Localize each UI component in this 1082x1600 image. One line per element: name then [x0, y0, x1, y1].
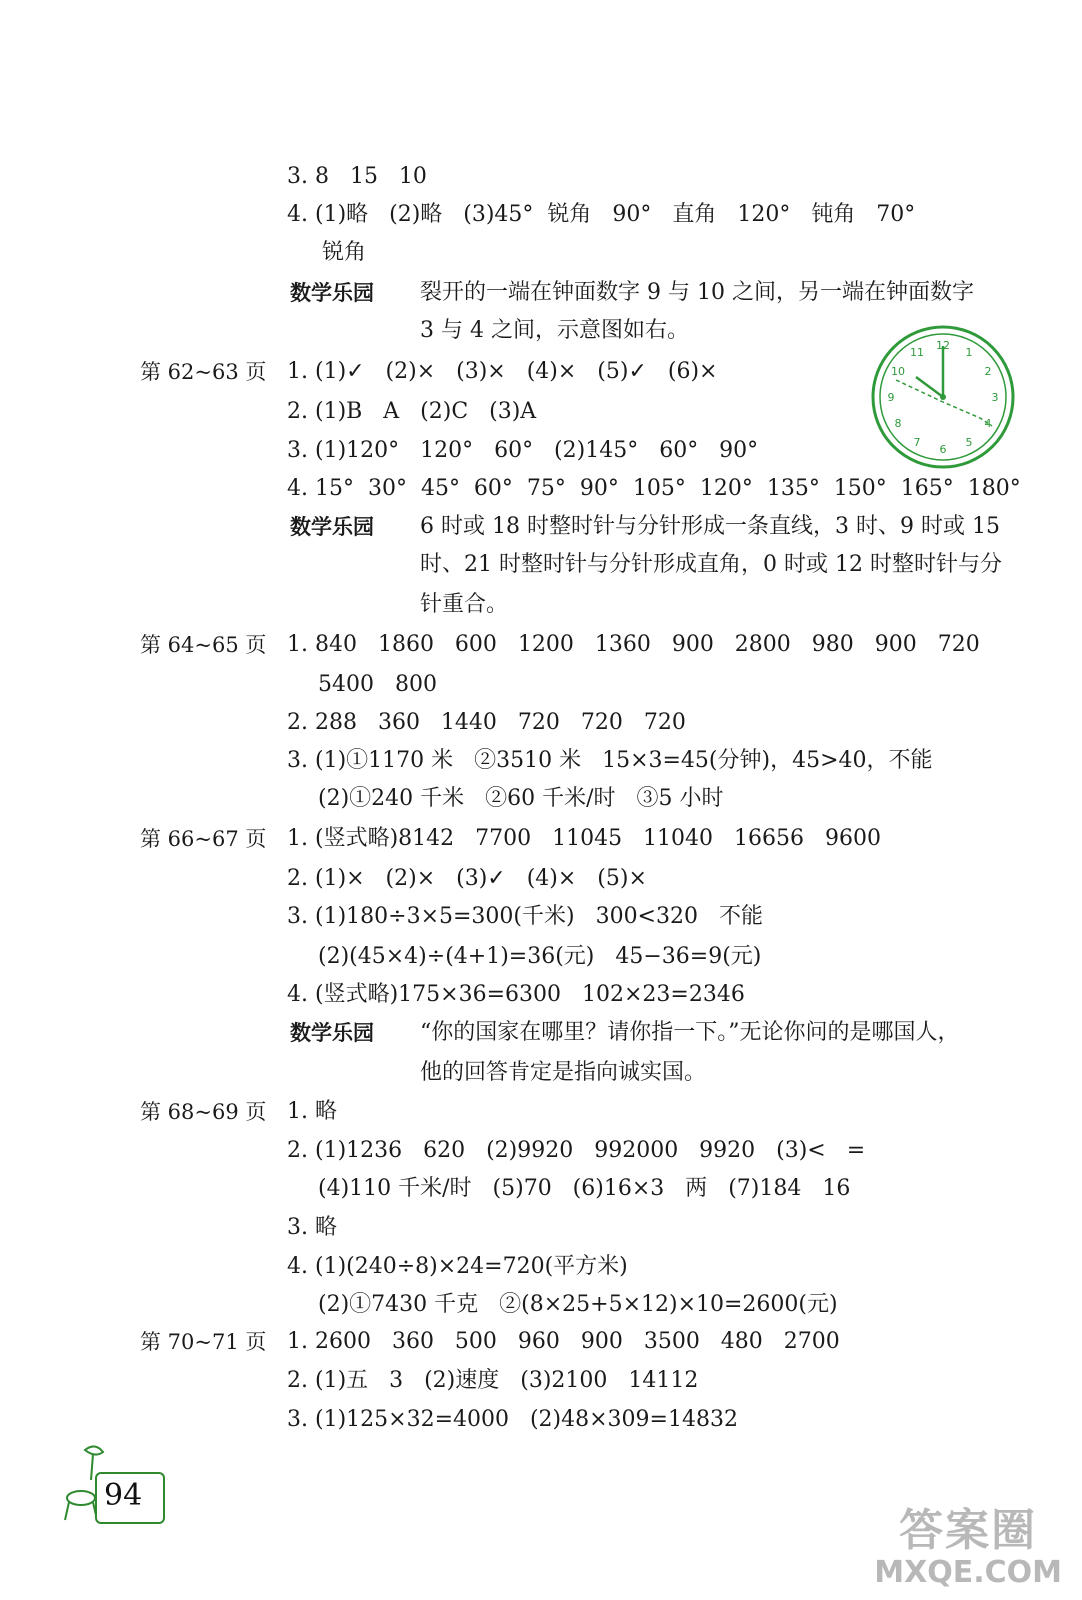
answer-line: 3. (1)180÷3×5=300(千米) 300<320 不能 — [287, 904, 763, 929]
answer-line: 2. (1)× (2)× (3)✓ (4)× (5)× — [287, 866, 647, 891]
answer-line: 1. 840 1860 600 1200 1360 900 2800 980 900 720 — [287, 632, 980, 657]
answer-line: 4. (1)(240÷8)×24=720(平方米) — [287, 1254, 628, 1279]
clock-numeral: 12 — [936, 339, 950, 352]
answer-line: 2. (1)B A (2)C (3)A — [287, 399, 537, 424]
answer-line: 1. (1)✓ (2)× (3)× (4)× (5)✓ (6)× — [287, 359, 718, 384]
clock-numeral: 6 — [939, 443, 947, 456]
answer-line: 针重合。 — [420, 592, 509, 617]
watermark-title: 答案圈 — [899, 1505, 1038, 1556]
answer-line: 2. (1)1236 620 (2)9920 992000 9920 (3)< = — [287, 1138, 866, 1163]
answer-line: (2)①240 千米 ②60 千米/时 ③5 小时 — [318, 786, 724, 811]
answer-line: 3 与 4 之间，示意图如右。 — [420, 318, 689, 343]
watermark-url: MXQE.COM — [874, 1555, 1062, 1590]
answer-line: 1. 略 — [287, 1099, 337, 1124]
answer-line: 1. (竖式略)8142 7700 11045 11040 16656 9600 — [287, 826, 881, 851]
clock-numeral: 4 — [984, 417, 992, 430]
answer-line: 3. 略 — [287, 1215, 337, 1240]
answer-line: 2. 288 360 1440 720 720 720 — [287, 710, 686, 735]
answer-line: 锐角 — [322, 240, 367, 265]
math-park-label: 数学乐园 — [290, 1021, 374, 1045]
answer-line: 3. (1)125×32=4000 (2)48×309=14832 — [287, 1407, 738, 1432]
clock-numeral: 10 — [891, 365, 905, 378]
page-number: 94 — [104, 1478, 143, 1513]
page-range-label: 第 66~67 页 — [140, 827, 267, 851]
clock-illustration — [868, 322, 1018, 472]
answer-line: 3. (1)120° 120° 60° (2)145° 60° 90° — [287, 438, 759, 463]
page-range-label: 第 68~69 页 — [140, 1100, 267, 1124]
answer-line: 6 时或 18 时整时针与分针形成一条直线，3 时、9 时或 15 — [420, 514, 1000, 539]
page-range-label: 第 70~71 页 — [140, 1330, 267, 1354]
answer-line: 裂开的一端在钟面数字 9 与 10 之间，另一端在钟面数字 — [420, 280, 974, 305]
clock-center — [940, 394, 946, 400]
answer-line: 时、21 时整时针与分针形成直角，0 时或 12 时整时针与分 — [420, 552, 1002, 577]
hour-hand — [916, 377, 943, 397]
answer-line: “你的国家在哪里？请你指一下。”无论你问的是哪国人， — [420, 1020, 960, 1045]
answer-line: (2)①7430 千克 ②(8×25+5×12)×10=2600(元) — [318, 1292, 838, 1317]
answer-line: 3. (1)①1170 米 ②3510 米 15×3=45(分钟)，45>40，不能 — [287, 748, 933, 773]
answer-line: 2. (1)五 3 (2)速度 (3)2100 14112 — [287, 1368, 699, 1393]
answer-line: 4. (1)略 (2)略 (3)45° 锐角 90° 直角 120° 钝角 70° — [287, 202, 916, 227]
clock-numeral: 1 — [965, 346, 973, 359]
clock-numeral: 9 — [887, 391, 895, 404]
answer-line: 他的回答肯定是指向诚实国。 — [420, 1060, 707, 1085]
answer-line: 4. (竖式略)175×36=6300 102×23=2346 — [287, 982, 745, 1007]
clock-numeral: 3 — [991, 391, 999, 404]
clock-numeral: 11 — [910, 346, 924, 359]
clock-numeral: 8 — [894, 417, 902, 430]
clock-numeral: 7 — [913, 436, 921, 449]
math-park-label: 数学乐园 — [290, 515, 374, 539]
answer-line: 3. 8 15 10 — [287, 164, 427, 189]
answer-line: (4)110 千米/时 (5)70 (6)16×3 两 (7)184 16 — [318, 1176, 851, 1201]
watermark — [874, 1506, 1062, 1590]
page-range-label: 第 62~63 页 — [140, 360, 267, 384]
answer-line: 1. 2600 360 500 960 900 3500 480 2700 — [287, 1329, 840, 1354]
math-park-label: 数学乐园 — [290, 281, 374, 305]
clock-numeral: 5 — [965, 436, 973, 449]
answer-line: 5400 800 — [318, 672, 437, 697]
page-range-label: 第 64~65 页 — [140, 633, 267, 657]
answer-line: 4. 15° 30° 45° 60° 75° 90° 105° 120° 135° 150° 165° 180° — [287, 476, 1021, 501]
answer-line: (2)(45×4)÷(4+1)=36(元) 45−36=9(元) — [318, 944, 762, 969]
clock-numeral: 2 — [984, 365, 992, 378]
